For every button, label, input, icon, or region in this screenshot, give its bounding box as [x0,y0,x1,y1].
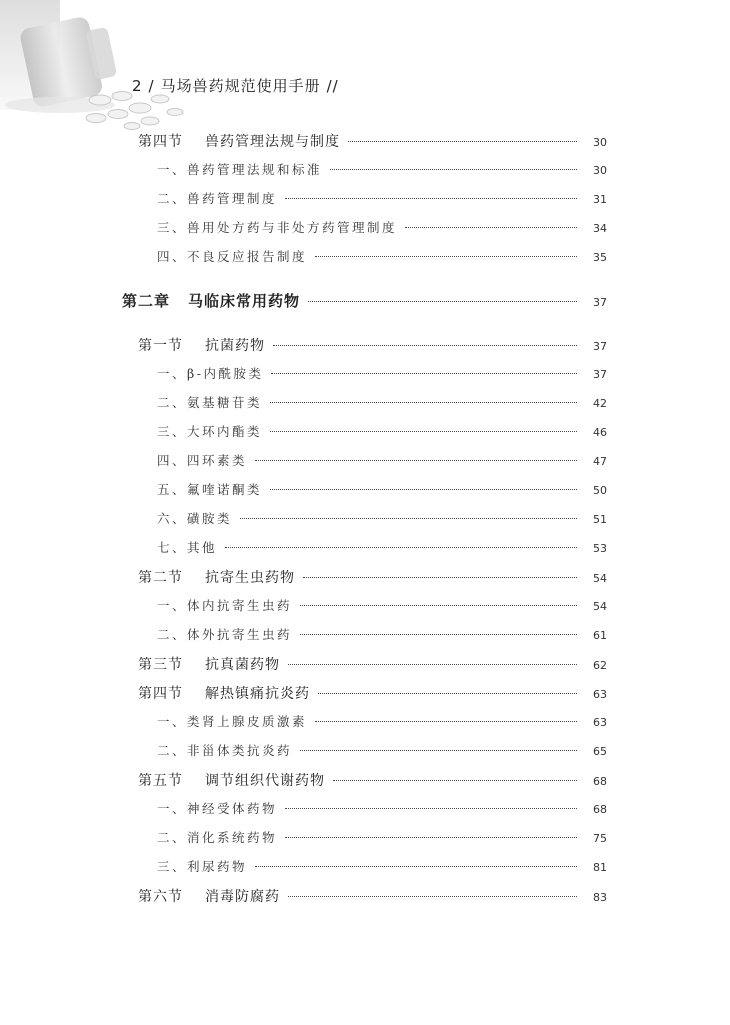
toc-entry-title: 二、体外抗寄生虫药 [157,627,293,642]
toc-page-number: 53 [593,542,607,555]
toc-entry-number: 第一节 [138,338,183,354]
toc-entry-number: 第六节 [138,889,183,905]
dot-leader [285,198,577,199]
toc-entry-title: 一、β-内酰胺类 [157,366,264,381]
toc-section [138,886,607,906]
toc-item [157,480,607,498]
dot-leader [303,577,577,578]
toc-page-number: 31 [593,193,607,206]
toc-page-number: 30 [593,164,607,177]
toc-section [138,654,607,674]
dot-leader [348,141,577,142]
toc-entry-label [157,422,262,440]
toc-entry-number: 第五节 [138,773,183,789]
toc-entry-label [157,538,217,556]
dot-leader [333,780,577,781]
header-slash-right: // [326,77,339,95]
toc-entry-title: 六、磺胺类 [157,511,233,526]
page-number: 2 [132,77,143,95]
toc-entry-label [138,335,265,355]
toc-entry-label [138,654,280,674]
toc-entry-title: 一、兽药管理法规和标准 [157,162,323,177]
toc-entry-label [157,218,397,236]
toc-entry-title: 二、消化系统药物 [157,830,278,845]
toc-page-number: 63 [593,716,607,729]
toc-page-number: 75 [593,832,607,845]
book-title: 马场兽药规范使用手册 [160,77,321,95]
toc-entry-title: 一、类肾上腺皮质激素 [157,714,308,729]
toc-page-number: 63 [593,688,607,701]
toc-entry-label [157,828,277,846]
toc-item [157,451,607,469]
toc-entry-label [157,799,277,817]
toc-item [157,828,607,846]
toc-entry-title: 抗真菌药物 [205,657,280,673]
dot-leader [270,402,577,403]
toc-page-number: 47 [593,455,607,468]
dot-leader [270,431,577,432]
dot-leader [300,750,577,751]
toc-entry-title: 二、兽药管理制度 [157,191,278,206]
toc-entry-label [138,683,310,703]
toc-entry-title: 抗菌药物 [205,338,265,354]
toc-item [157,422,607,440]
toc-entry-number: 第三节 [138,657,183,673]
dot-leader [285,808,577,809]
toc-section [138,770,607,790]
toc-entry-title: 二、氨基糖苷类 [157,395,263,410]
toc-item [157,596,607,614]
toc-entry-number: 第四节 [138,686,183,702]
toc-entry-number: 第二章 [122,292,171,310]
toc-item [157,538,607,556]
toc-item [157,625,607,643]
toc-entry-title: 一、体内抗寄生虫药 [157,598,293,613]
toc-entry-title: 五、氟喹诺酮类 [157,482,263,497]
toc-item [157,160,607,178]
toc-page-number: 34 [593,222,607,235]
toc-page-number: 50 [593,484,607,497]
toc-entry-title: 四、四环素类 [157,453,248,468]
toc-item [157,509,607,527]
dot-leader [255,866,577,867]
toc-entry-label [157,857,247,875]
toc-entry-label [157,451,247,469]
toc-entry-label [157,160,322,178]
toc-page-number: 35 [593,251,607,264]
toc-entry-title: 马临床常用药物 [188,292,301,310]
dot-leader [255,460,577,461]
toc-entry-label [138,131,340,151]
toc-item [157,712,607,730]
toc-page-number: 68 [593,775,607,788]
toc-page-number: 68 [593,803,607,816]
dot-leader [308,301,577,302]
dot-leader [288,664,577,665]
toc-entry-label [157,364,263,382]
toc-item [157,799,607,817]
toc-entry-title: 消毒防腐药 [205,889,280,905]
toc-section [138,131,607,151]
toc-entry-label [157,189,277,207]
toc-chapter [122,290,607,311]
toc-page-number: 42 [593,397,607,410]
toc-page-number: 51 [593,513,607,526]
toc-page-number: 54 [593,572,607,585]
toc-entry-label [157,393,262,411]
toc-page-number: 61 [593,629,607,642]
toc-entry-label [138,567,295,587]
toc-entry-title: 三、利尿药物 [157,859,248,874]
toc-entry-label [157,247,307,265]
dot-leader [318,693,577,694]
dot-leader [270,489,577,490]
toc-page-number: 30 [593,136,607,149]
dot-leader [288,896,577,897]
toc-entry-label [157,509,232,527]
dot-leader [300,634,577,635]
toc-item [157,741,607,759]
toc-entry-label [138,886,280,906]
toc-page-number: 62 [593,659,607,672]
toc-entry-title: 兽药管理法规与制度 [205,134,340,150]
toc-page-number: 81 [593,861,607,874]
toc-section [138,683,607,703]
dot-leader [330,169,577,170]
toc-entry-title: 调节组织代谢药物 [205,773,325,789]
header-slash-left: / [148,77,155,95]
toc-entry-title: 二、非甾体类抗炎药 [157,743,293,758]
toc-entry-title: 七、其他 [157,540,218,555]
toc-entry-label [138,770,325,790]
toc-page-number: 37 [593,340,607,353]
toc-section [138,567,607,587]
toc-entry-label [157,625,292,643]
toc-item [157,364,607,382]
toc-page-number: 83 [593,891,607,904]
dot-leader [285,837,577,838]
dot-leader [240,518,577,519]
dot-leader [225,547,577,548]
toc-item [157,247,607,265]
dot-leader [405,227,577,228]
dot-leader [315,721,577,722]
dot-leader [271,373,577,374]
toc-entry-title: 四、不良反应报告制度 [157,249,308,264]
toc-entry-label [122,290,300,311]
dot-leader [300,605,577,606]
toc-entry-label [157,480,262,498]
toc-page-number: 37 [593,296,607,309]
toc-entry-number: 第二节 [138,570,183,586]
dot-leader [315,256,577,257]
toc-page-number: 65 [593,745,607,758]
toc-section [138,335,607,355]
toc-entry-title: 抗寄生虫药物 [205,570,295,586]
toc-entry-title: 解热镇痛抗炎药 [205,686,310,702]
toc-entry-number: 第四节 [138,134,183,150]
toc-entry-title: 三、大环内酯类 [157,424,263,439]
toc-item [157,857,607,875]
toc-page-number: 54 [593,600,607,613]
toc-entry-label [157,741,292,759]
toc-entry-title: 三、兽用处方药与非处方药管理制度 [157,220,398,235]
dot-leader [273,345,577,346]
toc-entry-label [157,712,307,730]
toc-item [157,218,607,236]
toc-page-number: 37 [593,368,607,381]
toc-page-number: 46 [593,426,607,439]
toc-item [157,393,607,411]
toc-entry-label [157,596,292,614]
toc-entry-title: 一、神经受体药物 [157,801,278,816]
toc-item [157,189,607,207]
